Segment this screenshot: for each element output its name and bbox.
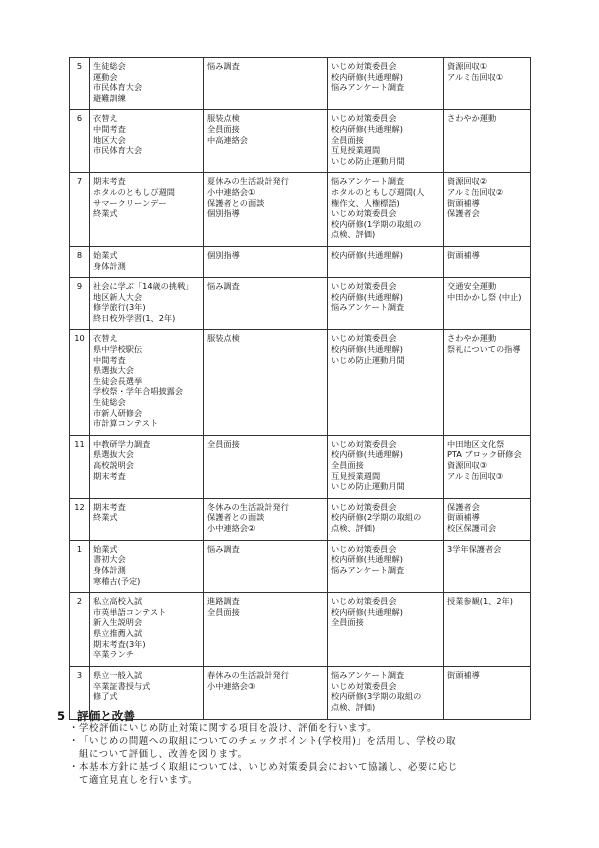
- cell-line: アルミ缶回収③: [447, 470, 504, 481]
- cell-line: 期末考査: [93, 501, 126, 512]
- events-cell: [90, 58, 204, 110]
- cell-line: 校内研修(共通理解): [331, 449, 403, 460]
- other-activities-cell: [444, 593, 531, 667]
- events-cell: [90, 173, 204, 247]
- other-activities-cell: [444, 58, 531, 110]
- cell-line: アルミ缶回収②: [447, 186, 504, 197]
- cell-line: 個別指導: [207, 249, 240, 260]
- cell-line: 生徒総会: [93, 397, 126, 408]
- cell-line: サマークリーンデー: [93, 197, 167, 208]
- cell-line: 校内研修(3学期の取組の: [331, 691, 422, 702]
- cell-line: いじめ防止運動月間: [331, 354, 405, 365]
- bullet-mark: ・: [69, 723, 79, 734]
- cell-line: 私立高校入試: [93, 596, 143, 607]
- cell-line: いじめ対策委員会: [331, 501, 397, 512]
- cell-line: 全員面接: [331, 134, 364, 145]
- cell-line: 地区新人大会: [93, 291, 143, 302]
- cell-line: 進路調査: [207, 596, 240, 607]
- cell-line: さわやか運動: [447, 113, 497, 124]
- cell-line: 冬休みの生活設計発行: [207, 501, 289, 512]
- cell-line: 悩みアンケート調査: [331, 176, 405, 187]
- guidance-cell: [204, 593, 328, 667]
- schedule-row: [70, 498, 531, 540]
- other-activities-cell: [444, 435, 531, 498]
- month-cell: 11: [70, 435, 90, 498]
- events-cell: [90, 246, 204, 277]
- guidance-cell: [204, 330, 328, 435]
- other-activities-cell: [444, 110, 531, 173]
- cell-line: 校内研修(共通理解): [331, 554, 403, 565]
- cell-line: 夏休みの生活設計発行: [207, 176, 289, 187]
- cell-line: 点検、評価): [331, 229, 376, 240]
- cell-line: 保護者との面談: [207, 197, 265, 208]
- cell-line: 期末考査: [93, 176, 126, 187]
- cell-line: いじめ対策委員会: [331, 596, 397, 607]
- cell-line: 春休みの生活設計発行: [207, 670, 289, 681]
- guidance-cell: [204, 58, 328, 110]
- month-cell: 12: [70, 498, 90, 540]
- cell-line: 中教研学力調査: [93, 438, 151, 449]
- cell-line: いじめ対策委員会: [331, 281, 397, 292]
- cell-line: PTA ブロック研修会: [447, 449, 522, 460]
- item-line: 学校評価にいじめ防止対策に関する項目を設け、評価を行います。: [79, 723, 378, 734]
- evaluation-item: [69, 761, 549, 787]
- cell-line: 市計算コンテスト: [93, 418, 159, 429]
- cell-line: 期末考査(3年): [93, 638, 146, 649]
- cell-line: 個別指導: [207, 208, 240, 219]
- bullying-measures-cell: [328, 110, 444, 173]
- bullying-measures-cell: [328, 278, 444, 330]
- cell-line: 校内研修(共通理解): [331, 71, 403, 82]
- cell-line: 保護者会: [447, 208, 480, 219]
- guidance-cell: [204, 110, 328, 173]
- cell-line: 終日校外学習(1、2年): [93, 312, 176, 323]
- cell-line: 小中連絡会②: [207, 522, 256, 533]
- other-activities-cell: [444, 278, 531, 330]
- cell-line: 全員面接: [331, 460, 364, 470]
- cell-line: 社会に学ぶ「14歳の挑戦」: [93, 281, 194, 292]
- cell-line: 市民体育大会: [93, 145, 143, 156]
- month-cell: 5: [70, 58, 90, 110]
- month-cell: 10: [70, 330, 90, 435]
- events-cell: [90, 540, 204, 592]
- cell-line: 市新人研修会: [93, 407, 143, 418]
- bullying-measures-cell: [328, 435, 444, 498]
- cell-line: 生徒総会: [93, 61, 126, 71]
- bullying-measures-cell: [328, 498, 444, 540]
- cell-line: 資源回収①: [447, 61, 488, 71]
- cell-line: 悩みアンケート調査: [331, 82, 405, 93]
- month-cell: 1: [70, 540, 90, 592]
- schedule-row: [70, 667, 531, 719]
- cell-line: 3学年保護者会: [447, 543, 502, 554]
- schedule-row: [70, 593, 531, 667]
- cell-line: 街頭補導: [447, 249, 480, 260]
- cell-line: 点検、評価): [331, 522, 376, 533]
- cell-line: いじめ対策委員会: [331, 61, 397, 71]
- month-cell: 2: [70, 593, 90, 667]
- cell-line: さわやか運動: [447, 333, 497, 344]
- cell-line: 身体計測: [93, 564, 126, 575]
- cell-line: 期末考査: [93, 470, 126, 481]
- cell-line: 身体計測: [93, 260, 126, 271]
- evaluation-item: [69, 722, 549, 735]
- cell-line: 中高連絡会: [207, 134, 248, 145]
- schedule-row: [70, 173, 531, 247]
- cell-line: 点検、評価): [331, 701, 376, 712]
- cell-line: 県立推薦入試: [93, 627, 143, 638]
- cell-line: ホタルのともしび週間(人: [331, 186, 425, 197]
- cell-line: 校内研修(共通理解): [331, 606, 403, 617]
- cell-line: 悩み調査: [207, 281, 240, 292]
- cell-line: いじめ対策委員会: [331, 113, 397, 124]
- item-line: 組について評価し、改善を図ります。: [79, 749, 248, 760]
- cell-line: 衣替え: [93, 333, 118, 344]
- cell-line: 祭礼についての指導: [447, 344, 521, 355]
- month-cell: 9: [70, 278, 90, 330]
- cell-line: 服装点検: [207, 333, 240, 344]
- cell-line: いじめ対策委員会: [331, 438, 397, 449]
- schedule-row: [70, 246, 531, 277]
- cell-line: 街頭補導: [447, 670, 480, 681]
- month-cell: 6: [70, 110, 90, 173]
- cell-line: いじめ対策委員会: [331, 208, 397, 219]
- cell-line: いじめ対策委員会: [331, 680, 397, 691]
- cell-line: 市民体育大会: [93, 82, 143, 93]
- cell-line: 小中連絡会③: [207, 680, 256, 691]
- cell-line: 悩みアンケート調査: [331, 564, 405, 575]
- cell-line: いじめ防止運動月間: [331, 481, 405, 492]
- item-line: 「いじめの問題への取組についてのチェックポイント(学校用)」を活用し、学校の取: [79, 736, 457, 747]
- other-activities-cell: [444, 173, 531, 247]
- cell-line: 校内研修(共通理解): [331, 291, 403, 302]
- cell-line: 県選抜大会: [93, 365, 134, 376]
- cell-line: 卒業証書授与式: [93, 680, 151, 691]
- cell-line: 服装点検: [207, 113, 240, 124]
- cell-line: 高校説明会: [93, 460, 134, 470]
- schedule-row: [70, 330, 531, 435]
- cell-line: いじめ防止運動月間: [331, 155, 405, 166]
- cell-line: 避難訓練: [93, 92, 126, 103]
- cell-line: 修学旅行(3年): [93, 302, 146, 313]
- cell-line: 悩み調査: [207, 543, 240, 554]
- guidance-cell: [204, 667, 328, 719]
- cell-line: 運動会: [93, 71, 118, 82]
- cell-line: 修了式: [93, 691, 118, 702]
- cell-line: 地区大会: [93, 134, 126, 145]
- cell-line: ホタルのともしび週間: [93, 186, 175, 197]
- cell-line: いじめ対策委員会: [331, 333, 397, 344]
- guidance-cell: [204, 173, 328, 247]
- bullying-measures-cell: [328, 173, 444, 247]
- events-cell: [90, 110, 204, 173]
- cell-line: 校内研修(共通理解): [331, 344, 403, 355]
- cell-line: 全員面接: [207, 438, 240, 449]
- other-activities-cell: [444, 540, 531, 592]
- cell-line: 互見授業週間: [331, 145, 381, 156]
- cell-line: 街頭補導: [447, 512, 480, 523]
- cell-line: 卒業ランチ: [93, 649, 134, 660]
- schedule-row: [70, 540, 531, 592]
- bullying-measures-cell: [328, 246, 444, 277]
- cell-line: 全員面接: [207, 123, 240, 134]
- month-cell: 7: [70, 173, 90, 247]
- cell-line: 衣替え: [93, 113, 118, 124]
- section-items: [69, 722, 549, 787]
- events-cell: [90, 593, 204, 667]
- cell-line: 校内研修(共通理解): [331, 123, 403, 134]
- cell-line: 悩み調査: [207, 61, 240, 71]
- cell-line: 交通安全運動: [447, 281, 497, 292]
- cell-line: いじめ対策委員会: [331, 543, 397, 554]
- section-number: 5: [57, 709, 66, 723]
- cell-line: 中間考査: [93, 354, 126, 365]
- other-activities-cell: [444, 667, 531, 719]
- cell-line: 資源回収③: [447, 460, 488, 470]
- month-cell: 8: [70, 246, 90, 277]
- cell-line: 互見授業週間: [331, 470, 381, 481]
- guidance-cell: [204, 498, 328, 540]
- other-activities-cell: [444, 498, 531, 540]
- evaluation-item: [69, 735, 549, 761]
- cell-line: 県中学校駅伝: [93, 344, 143, 355]
- cell-line: 校内研修(2学期の取組の: [331, 512, 422, 523]
- item-line: 本基本方針に基づく取組については、いじめ対策委員会において協議し、必要に応じ: [79, 762, 458, 773]
- bullying-measures-cell: [328, 58, 444, 110]
- schedule-row: [70, 58, 531, 110]
- cell-line: 生徒会長選挙: [93, 375, 143, 386]
- cell-line: 街頭補導: [447, 197, 480, 208]
- cell-line: 保護者との面談: [207, 512, 265, 523]
- cell-line: 寒稽古(予定): [93, 575, 141, 586]
- annual-schedule-table: [69, 57, 531, 720]
- cell-line: 学校祭・学年合唱披露会: [93, 386, 184, 397]
- cell-line: 資源回収②: [447, 176, 488, 187]
- schedule-row: [70, 435, 531, 498]
- section-title: 評価と改善: [77, 709, 135, 723]
- month-cell: 3: [70, 667, 90, 719]
- bullying-measures-cell: [328, 540, 444, 592]
- cell-line: 書初大会: [93, 554, 126, 565]
- cell-line: 始業式: [93, 249, 118, 260]
- cell-line: 全員面接: [207, 606, 240, 617]
- guidance-cell: [204, 246, 328, 277]
- cell-line: 校内研修(1学期の取組の: [331, 218, 422, 229]
- cell-line: 校区保護司会: [447, 522, 497, 533]
- cell-line: 中間考査: [93, 123, 126, 134]
- schedule-row: [70, 110, 531, 173]
- bullet-mark: ・: [69, 762, 79, 773]
- item-line: て適宜見直しを行います。: [79, 775, 198, 786]
- cell-line: 始業式: [93, 543, 118, 554]
- cell-line: 小中連絡会①: [207, 186, 256, 197]
- other-activities-cell: [444, 330, 531, 435]
- cell-line: 授業参観(1、2年): [447, 596, 513, 607]
- cell-line: 県選抜大会: [93, 449, 134, 460]
- cell-line: 保護者会: [447, 501, 480, 512]
- bullying-measures-cell: [328, 330, 444, 435]
- cell-line: 悩みアンケート調査: [331, 302, 405, 313]
- schedule-row: [70, 278, 531, 330]
- guidance-cell: [204, 435, 328, 498]
- cell-line: 終業式: [93, 512, 118, 523]
- bullying-measures-cell: [328, 593, 444, 667]
- bullying-measures-cell: [328, 667, 444, 719]
- cell-line: 悩みアンケート調査: [331, 670, 405, 681]
- other-activities-cell: [444, 246, 531, 277]
- cell-line: アルミ缶回収①: [447, 71, 504, 82]
- cell-line: 全員面接: [331, 617, 364, 628]
- cell-line: 校内研修(共通理解): [331, 249, 403, 260]
- cell-line: 終業式: [93, 208, 118, 219]
- cell-line: 中田かかし祭 (中止): [447, 291, 522, 302]
- cell-line: 中田地区文化祭: [447, 438, 505, 449]
- events-cell: [90, 435, 204, 498]
- cell-line: 権作文、人権標語): [331, 197, 400, 208]
- events-cell: [90, 498, 204, 540]
- bullet-mark: ・: [69, 736, 79, 747]
- cell-line: 新入生説明会: [93, 617, 143, 628]
- cell-line: 市英単語コンテスト: [93, 606, 167, 617]
- guidance-cell: [204, 540, 328, 592]
- cell-line: 県立一般入試: [93, 670, 143, 681]
- events-cell: [90, 278, 204, 330]
- guidance-cell: [204, 278, 328, 330]
- schedule-body: [70, 58, 531, 720]
- events-cell: [90, 330, 204, 435]
